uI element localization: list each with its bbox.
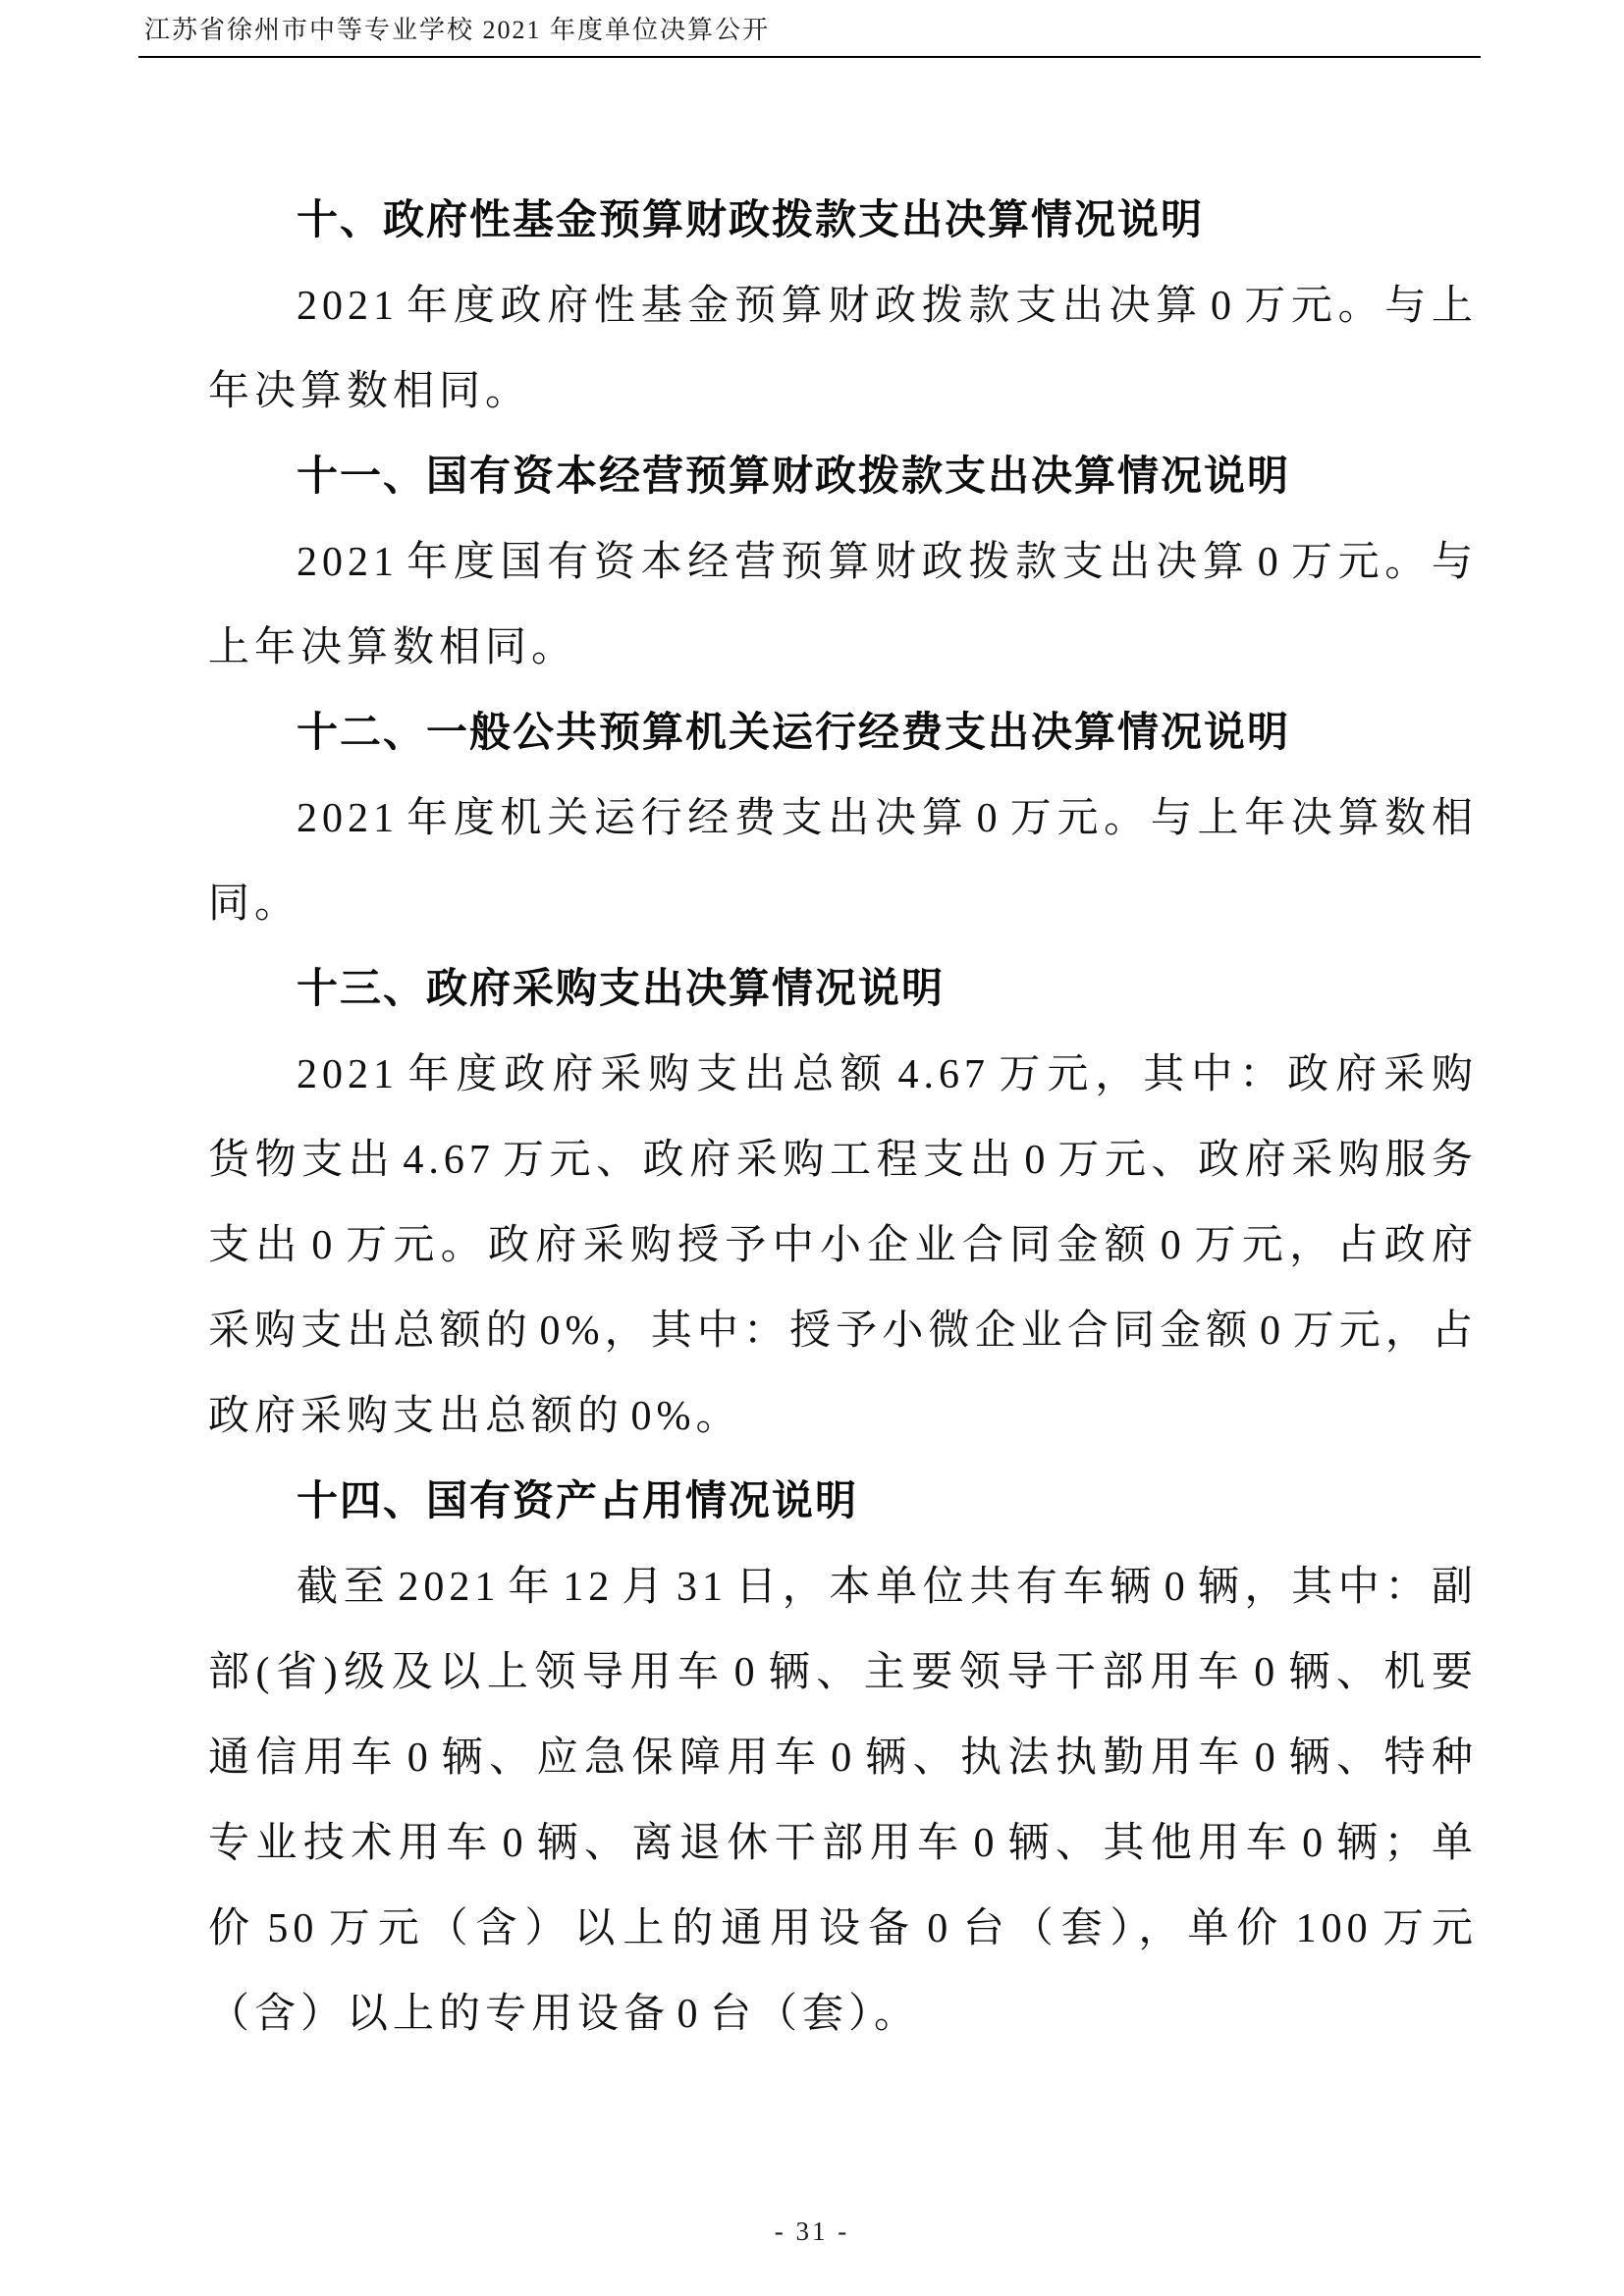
running-header-title: 江苏省徐州市中等专业学校 2021 年度单位决算公开 <box>144 16 771 44</box>
section-heading: 十、政府性基金预算财政拨款支出决算情况说明 <box>297 198 1205 243</box>
section-heading: 十四、国有资产占用情况说明 <box>297 1479 859 1524</box>
section-14 <box>208 1460 1478 2057</box>
document-body <box>208 179 1478 2057</box>
section-12 <box>208 691 1478 947</box>
section-heading: 十三、政府采购支出决算情况说明 <box>297 967 946 1012</box>
section-10 <box>208 179 1478 435</box>
section-paragraph: 截至 2021 年 12 月 31 日，本单位共有车辆 0 辆，其中：副部(省)级及以上领导用车 0 辆、主要领导干部用车 0 辆、机要通信用车 0 辆、应急保障用车 0 辆、执法执勤用车 0 辆、特种专业技术用车 0 辆、离退休干部用车 0 辆、其他用车 0 辆；单价 50 万元（含）以上的通用设备 0 台（套），单价 100 万元（含）以上的专用设备 0 台（套）。 <box>208 1565 1478 2037</box>
section-heading: 十二、一般公共预算机关运行经费支出决算情况说明 <box>297 711 1291 756</box>
section-13 <box>208 947 1478 1460</box>
section-paragraph: 2021 年度政府采购支出总额 4.67 万元，其中：政府采购货物支出 4.67 万元、政府采购工程支出 0 万元、政府采购服务支出 0 万元。政府采购授予中小企业合同金额 0 万元，占政府采购支出总额的 0%，其中：授予小微企业合同金额 0 万元，占政府采购支出总额的 0%。 <box>208 1052 1478 1439</box>
section-paragraph: 2021 年度政府性基金预算财政拨款支出决算 0 万元。与上年决算数相同。 <box>208 284 1478 414</box>
header-rule <box>138 56 1481 58</box>
section-paragraph: 2021 年度机关运行经费支出决算 0 万元。与上年决算数相同。 <box>208 796 1478 927</box>
section-11 <box>208 435 1478 691</box>
section-paragraph: 2021 年度国有资本经营预算财政拨款支出决算 0 万元。与上年决算数相同。 <box>208 540 1478 670</box>
section-heading: 十一、国有资本经营预算财政拨款支出决算情况说明 <box>297 454 1291 500</box>
page-number: - 31 - <box>774 2216 850 2246</box>
